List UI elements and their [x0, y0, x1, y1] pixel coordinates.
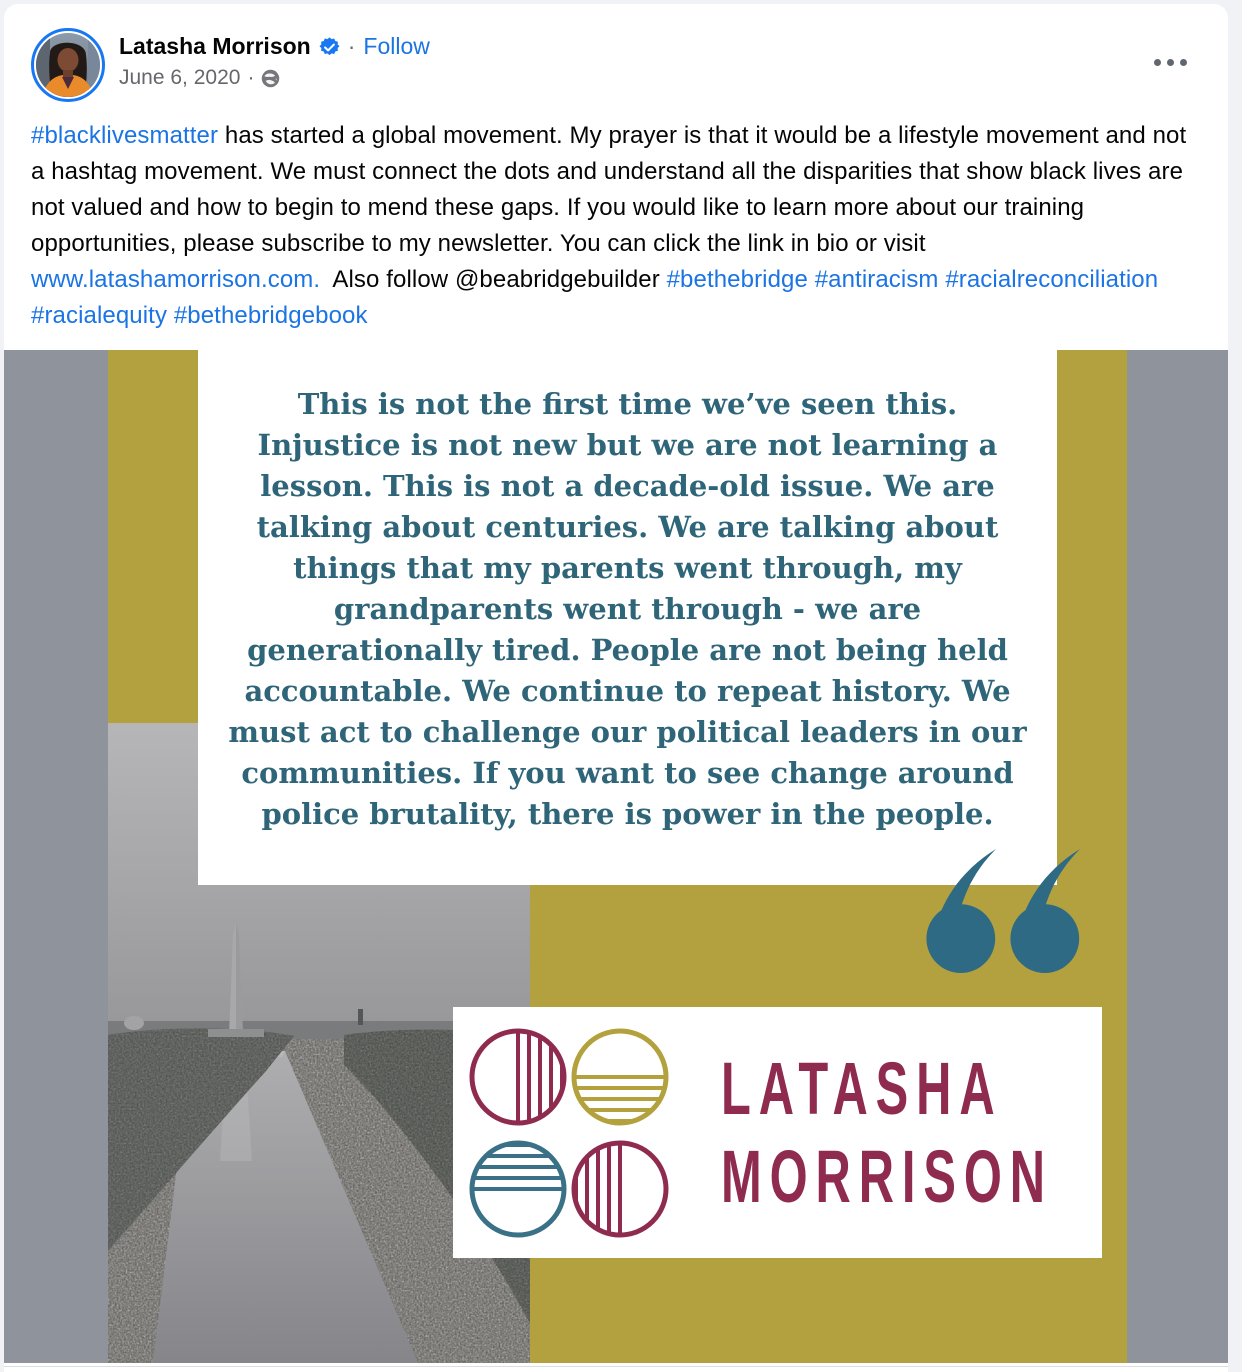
- quote-line: grandparents went through - we are: [333, 592, 922, 626]
- quote-line: lesson. This is not a decade-old issue. We are: [260, 469, 995, 503]
- hashtag-link[interactable]: #blacklivesmatter: [31, 122, 219, 149]
- latasha-morrison-logo-icon: [465, 1022, 673, 1244]
- meta-separator: ·: [247, 66, 255, 89]
- hashtag-link[interactable]: #bethebridgebook: [173, 302, 368, 329]
- post-meta: [119, 65, 430, 91]
- post-footer-divider: [4, 1366, 1228, 1372]
- double-quote-icon: [924, 848, 1084, 978]
- post-text-segment: has started a global movement. My prayer is that it would be a lifestyle movement and not a hashtag movement. We must connect the dots and understand all the disparities that show black lives are not valued and how to begin to mend these gaps. If you would like to learn more about our training opportunities, please subscribe to my newsletter. You can click the link in bio or visit: [31, 122, 1194, 257]
- hashtag-link[interactable]: #racialreconciliation: [945, 266, 1159, 293]
- quote-line: things that my parents went through, my: [293, 551, 962, 585]
- post-text-segment: [1158, 266, 1165, 293]
- more-options-button[interactable]: [1148, 46, 1192, 78]
- quote-line: must act to challenge our political leaders in our: [228, 715, 1027, 749]
- logo-wordmark: [721, 1045, 1053, 1221]
- quote-line: talking about centuries. We are talking about: [256, 510, 999, 544]
- post-header: [4, 4, 1228, 104]
- name-row: [119, 31, 430, 61]
- follow-button[interactable]: Follow: [363, 33, 430, 59]
- quote-line: This is not the first time we’ve seen this.: [297, 387, 958, 421]
- logo-line-2: MORRISON: [721, 1134, 1053, 1218]
- post-text: [4, 104, 1228, 334]
- logo-line-1: LATASHA: [721, 1046, 1003, 1130]
- ellipsis-icon: [1167, 59, 1174, 66]
- post-text-segment: Also follow @beabridgebuilder: [320, 266, 667, 293]
- url-link[interactable]: www.latashamorrison.com.: [31, 266, 321, 293]
- verified-badge-icon: [319, 36, 340, 57]
- facebook-post-card: [4, 4, 1228, 1372]
- quote-line: Injustice is not new but we are not learning a: [257, 428, 998, 462]
- profile-avatar[interactable]: [31, 28, 105, 102]
- hashtag-link[interactable]: #racialequity: [31, 302, 168, 329]
- public-globe-icon: [261, 69, 280, 88]
- logo-panel: [453, 1007, 1102, 1258]
- quote-line: generationally tired. People are not being held: [247, 633, 1008, 667]
- actor-name[interactable]: Latasha Morrison: [119, 33, 311, 59]
- hashtag-link[interactable]: #bethebridge: [666, 266, 808, 293]
- post-text-segment: [167, 302, 174, 329]
- avatar-photo: [36, 33, 100, 97]
- post-text-segment: [808, 266, 815, 293]
- quote-line: police brutality, there is power in the people.: [261, 797, 994, 831]
- post-date[interactable]: June 6, 2020: [119, 66, 241, 89]
- name-separator: ·: [347, 33, 356, 59]
- header-text: [119, 28, 430, 104]
- post-image[interactable]: [4, 350, 1228, 1363]
- quote-panel: [198, 350, 1057, 885]
- quote-line: accountable. We continue to repeat history. We: [244, 674, 1011, 708]
- hashtag-link[interactable]: #antiracism: [814, 266, 939, 293]
- quote-line: communities. If you want to see change around: [241, 756, 1014, 790]
